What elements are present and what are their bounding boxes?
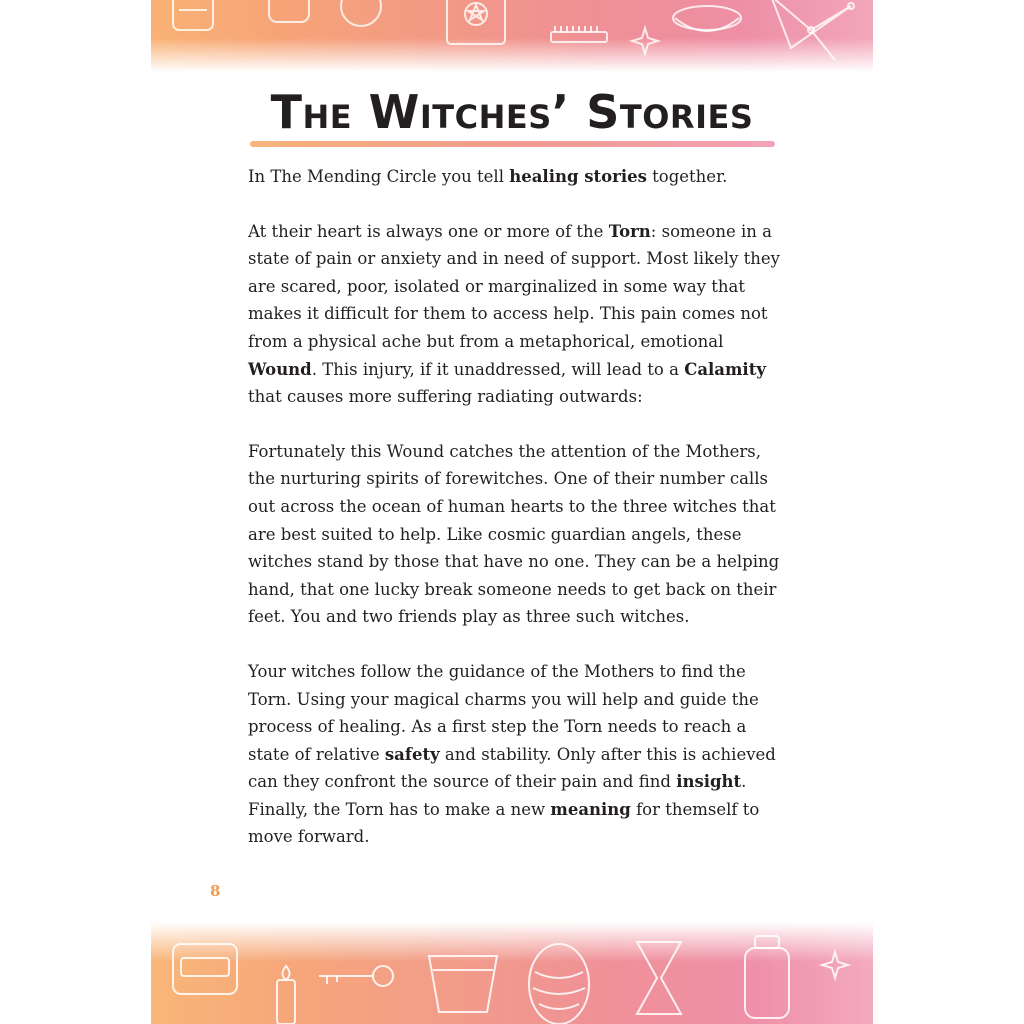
bold-term: Calamity <box>684 359 766 379</box>
text-run: . This injury, if it unaddressed, will lead to a <box>311 359 685 379</box>
text-run: together. <box>646 167 728 186</box>
text-run: Fortunately this Wound catches the attention of the Mothers, the nurturing spirits of forewitches. One of their number calls out across the ocean of human hearts to the three witches that are best suited to help. Like cosmic guardian angels, these witches stand by those that have no one. They can be a helping hand, that one lucky break someone needs to get back on their feet. You and two friends play as three such witches. <box>248 441 780 627</box>
decorative-footer-band <box>151 922 873 1024</box>
body-paragraph <box>248 218 788 411</box>
cauldron-icon <box>673 6 741 31</box>
sparkle-icon <box>822 952 848 978</box>
potion-jar-icon <box>173 944 237 994</box>
spellbook-icon <box>447 0 505 44</box>
page-number: 8 <box>210 882 221 900</box>
text-run: In The Mending Circle you tell <box>248 167 510 186</box>
bottle-icon <box>745 936 789 1018</box>
hourglass-icon <box>637 942 681 1014</box>
comb-icon <box>551 26 607 42</box>
decorative-header-band <box>151 0 873 72</box>
text-run: : someone in a state of pain or anxiety and in need of support. Most likely they are scared, poor, isolated or marginalized in some way that makes it difficult for them to access help. This pain comes not from a physical ache but from a metaphorical, emotional <box>248 221 780 351</box>
text-run: At their heart is always one or more of the <box>248 221 609 241</box>
sparkle-icon <box>632 28 658 54</box>
text-run: Your witches follow the guidance of the Mothers to find the Torn. Using your magical charms you will help and guide the process of healing. As a first step the Torn needs to reach a state of relative <box>248 661 759 764</box>
text-run: and stability. Only after this is achieved can they confront the source of their pain and find <box>248 744 776 792</box>
bold-term: Torn <box>608 221 651 241</box>
body-paragraph <box>248 438 788 631</box>
text-run: that causes more suffering radiating outwards: <box>248 387 643 407</box>
bold-term: Wound <box>248 359 312 379</box>
bottle-icon <box>173 0 213 30</box>
mortar-icon <box>429 956 497 1012</box>
title-underline <box>250 141 775 147</box>
constellation-icon <box>771 0 854 60</box>
page-title: The Witches’ Stories <box>270 85 754 139</box>
text-run: . Finally, the Torn has to make a new <box>248 772 747 819</box>
body-paragraph <box>248 163 788 191</box>
bold-term: insight <box>676 772 742 792</box>
jar-icon <box>269 0 309 22</box>
crystal-ball-icon <box>341 0 381 26</box>
pinecone-icon <box>529 944 589 1024</box>
bold-term: meaning <box>550 799 631 819</box>
body-paragraph <box>248 658 788 851</box>
bold-term: safety <box>384 744 440 764</box>
text-run: for themself to move forward. <box>248 799 760 847</box>
key-icon <box>319 966 393 986</box>
body-text <box>248 163 788 878</box>
candle-icon <box>277 966 295 1024</box>
bold-term: healing stories <box>509 167 647 186</box>
book-page <box>151 0 873 1024</box>
